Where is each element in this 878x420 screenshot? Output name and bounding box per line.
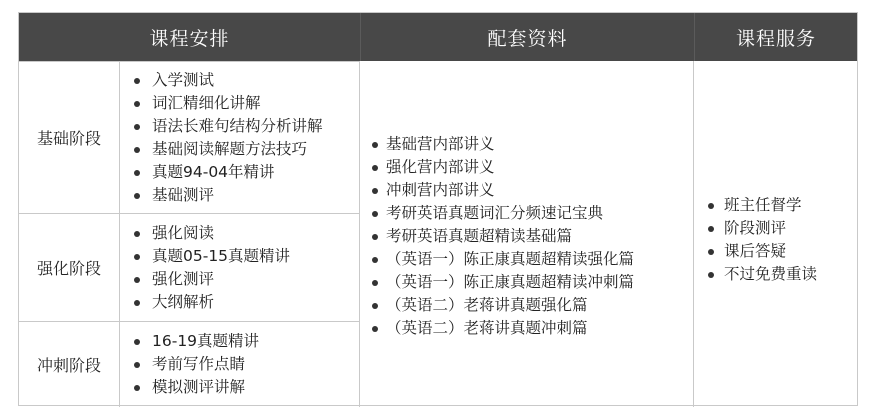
stage-intensive-items bbox=[120, 213, 360, 321]
list-item: 入学测试 bbox=[120, 69, 359, 92]
services-list bbox=[694, 194, 857, 286]
list-item: （英语二）老蒋讲真题强化篇 bbox=[360, 294, 693, 317]
list-item: （英语一）陈正康真题超精读强化篇 bbox=[360, 248, 693, 271]
stage-intensive-label: 强化阶段 bbox=[19, 213, 120, 321]
list-item: 真题94-04年精讲 bbox=[120, 161, 359, 184]
stage-basic-list bbox=[120, 69, 359, 207]
course-table bbox=[18, 12, 858, 406]
stage-sprint-items bbox=[120, 321, 360, 407]
list-item: 强化营内部讲义 bbox=[360, 156, 693, 179]
stage-sprint-list bbox=[120, 330, 359, 399]
list-item: （英语二）老蒋讲真题冲刺篇 bbox=[360, 317, 693, 340]
materials-list bbox=[360, 133, 693, 340]
list-item: 基础测评 bbox=[120, 184, 359, 207]
services-cell bbox=[694, 61, 857, 407]
list-item: 强化测评 bbox=[120, 268, 359, 291]
list-item: 班主任督学 bbox=[694, 194, 857, 217]
materials-cell bbox=[360, 61, 694, 407]
list-item: 不过免费重读 bbox=[694, 263, 857, 286]
list-item: 语法长难句结构分析讲解 bbox=[120, 115, 359, 138]
header-course-schedule: 课程安排 bbox=[19, 13, 360, 61]
list-item: 阶段测评 bbox=[694, 217, 857, 240]
list-item: 基础阅读解题方法技巧 bbox=[120, 138, 359, 161]
list-item: 模拟测评讲解 bbox=[120, 376, 359, 399]
header-materials: 配套资料 bbox=[360, 13, 694, 61]
list-item: 词汇精细化讲解 bbox=[120, 92, 359, 115]
list-item: 考研英语真题超精读基础篇 bbox=[360, 225, 693, 248]
list-item: 16-19真题精讲 bbox=[120, 330, 359, 353]
list-item: 基础营内部讲义 bbox=[360, 133, 693, 156]
stage-intensive-list bbox=[120, 222, 359, 314]
stage-sprint-label: 冲刺阶段 bbox=[19, 321, 120, 407]
list-item: （英语一）陈正康真题超精读冲刺篇 bbox=[360, 271, 693, 294]
list-item: 大纲解析 bbox=[120, 291, 359, 314]
list-item: 冲刺营内部讲义 bbox=[360, 179, 693, 202]
stage-basic-label: 基础阶段 bbox=[19, 61, 120, 213]
list-item: 考前写作点睛 bbox=[120, 353, 359, 376]
stage-basic-items bbox=[120, 61, 360, 213]
header-services: 课程服务 bbox=[694, 13, 857, 61]
list-item: 真题05-15真题精讲 bbox=[120, 245, 359, 268]
list-item: 课后答疑 bbox=[694, 240, 857, 263]
list-item: 强化阅读 bbox=[120, 222, 359, 245]
list-item: 考研英语真题词汇分频速记宝典 bbox=[360, 202, 693, 225]
